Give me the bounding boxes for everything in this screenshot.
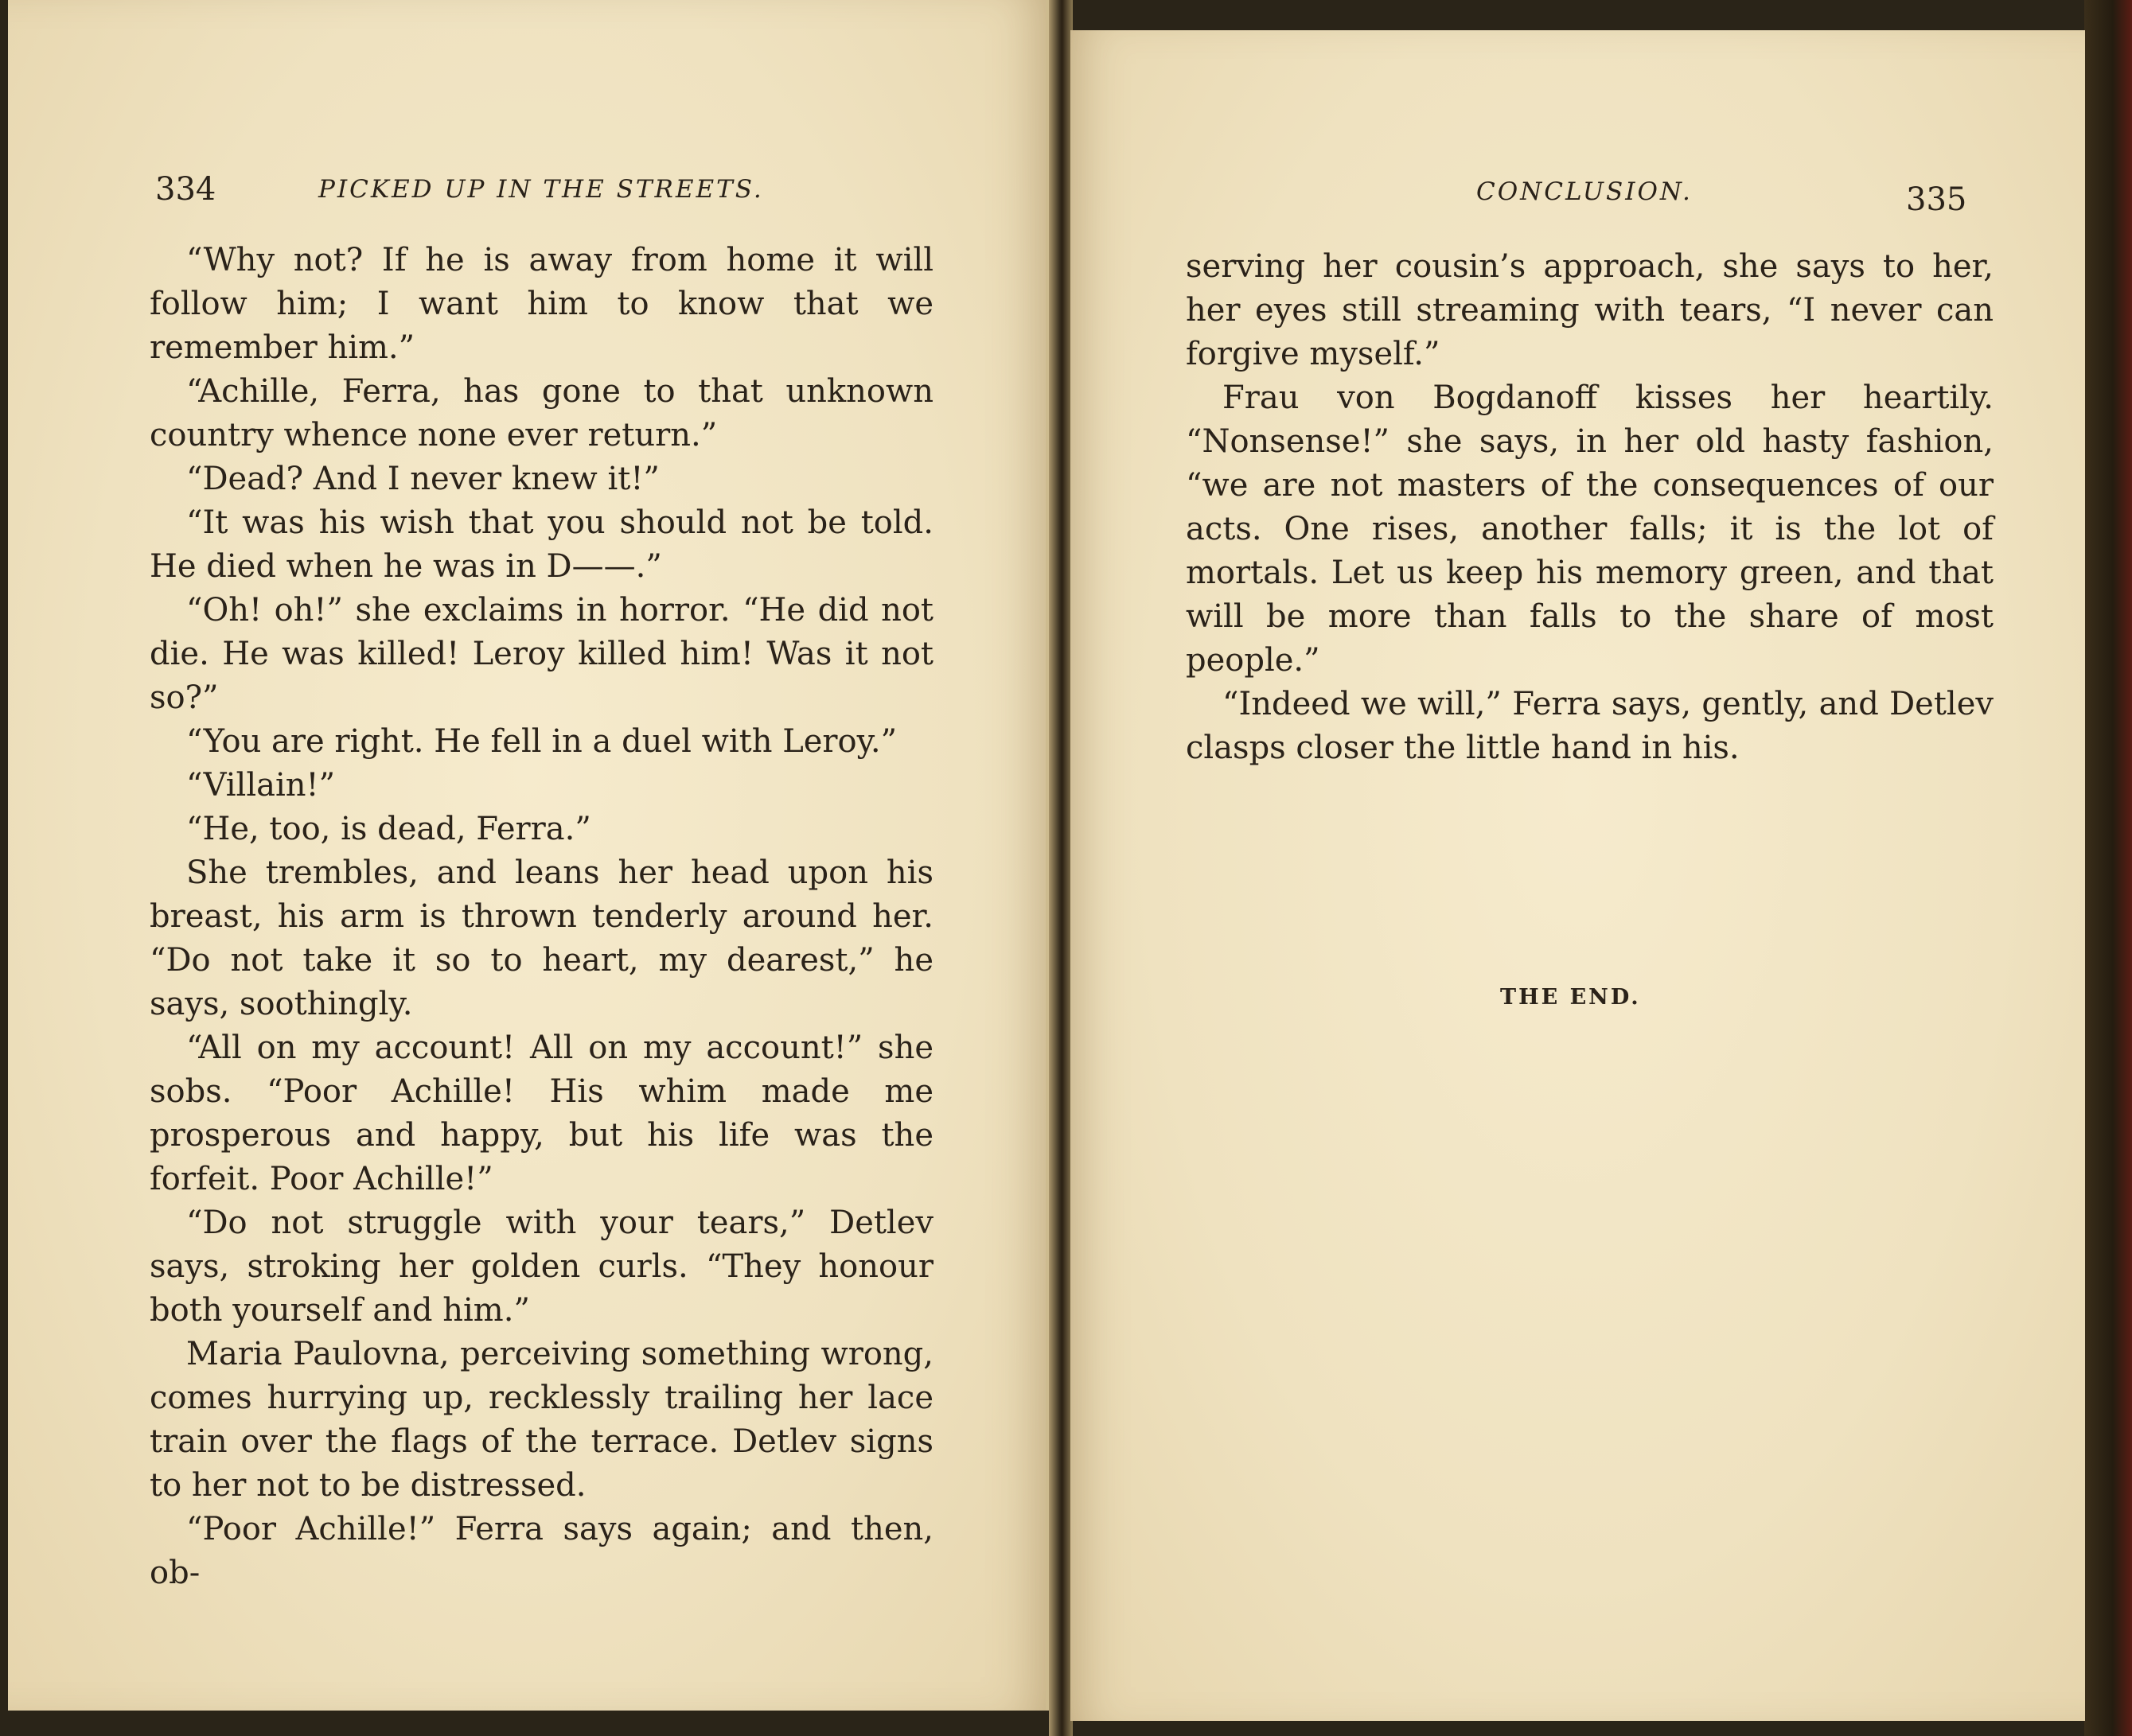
paragraph: “Why not? If he is away from home it will follow him; I want him to know that we remember him.”: [150, 242, 933, 366]
running-head-right: CONCLUSION.: [1476, 177, 1693, 206]
the-end-label: THE END.: [1500, 985, 1641, 1010]
left-page-text: [150, 239, 933, 1595]
running-head-left: PICKED UP IN THE STREETS.: [318, 175, 764, 204]
paragraph: “Villain!”: [186, 767, 336, 804]
paragraph: “All on my account! All on my account!” she sobs. “Poor Achille! His whim made me prosperous and happy, but his life was the forfeit. Poor Achille!”: [150, 1030, 933, 1197]
paragraph: “Oh! oh!” she exclaims in horror. “He did not die. He was killed! Leroy killed him! Was it not so?”: [150, 592, 933, 716]
paragraph: “Dead? And I never knew it!”: [186, 461, 660, 497]
paragraph: “Do not struggle with your tears,” Detlev says, stroking her golden curls. “They honour both yourself and him.”: [150, 1205, 933, 1329]
paragraph: “Poor Achille!” Ferra says again; and then, ob-: [150, 1511, 933, 1591]
paragraph-continued: serving her cousin’s approach, she says to her, her eyes still streaming with tears, “I never can forgive myself.”: [1186, 248, 1994, 372]
paragraph: She trembles, and leans her head upon his breast, his arm is thrown tenderly around her. “Do not take it so to heart, my dearest,” he says, soothingly.: [150, 854, 933, 1022]
right-page: [1070, 30, 2085, 1721]
paragraph: “Indeed we will,” Ferra says, gently, and Detlev clasps closer the little hand in his.: [1186, 686, 1994, 766]
page-number-right: 335: [1906, 181, 1967, 218]
book-gutter: [1049, 0, 1073, 1736]
right-page-text: [1186, 245, 1994, 770]
paragraph: “It was his wish that you should not be told. He died when he was in D——.”: [150, 504, 933, 585]
left-page: [8, 0, 1050, 1711]
book-cover-edge: [2084, 0, 2132, 1736]
paragraph: Maria Paulovna, perceiving something wrong, comes hurrying up, recklessly trailing her lace train over the flags of the terrace. Detlev signs to her not to be distressed.: [150, 1336, 933, 1504]
paragraph: “He, too, is dead, Ferra.”: [186, 811, 591, 847]
paragraph: “Achille, Ferra, has gone to that unknown country whence none ever return.”: [150, 373, 933, 453]
page-number-left: 334: [155, 171, 216, 208]
paragraph: “You are right. He fell in a duel with Leroy.”: [186, 723, 898, 760]
paragraph: Frau von Bogdanoff kisses her heartily. “Nonsense!” she says, in her old hasty fashion, “we are not masters of the consequences of our acts. One rises, another falls; it is the lot of mortals. Let us keep his memory green, and that will be more than falls to the share of most people.”: [1186, 380, 1994, 679]
